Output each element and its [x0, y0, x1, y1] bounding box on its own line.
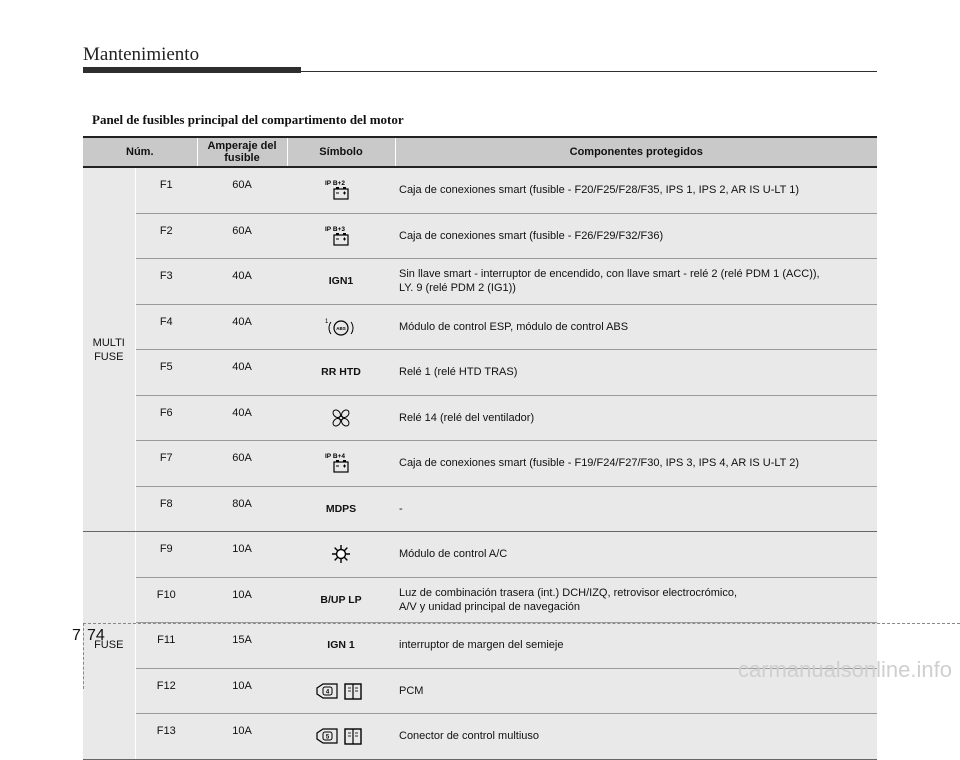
fuse-number: F10: [135, 577, 197, 623]
fuse-amperage: 15A: [197, 623, 287, 669]
protected-components: [395, 486, 877, 532]
fuse-amperage: 60A: [197, 441, 287, 487]
battery-label: IP B+3: [325, 225, 345, 233]
fuse-symbol: [287, 395, 395, 441]
protected-components: [395, 532, 877, 578]
fuse-number: F7: [135, 441, 197, 487]
abs-label: ABS: [336, 325, 346, 331]
component-line: PCM: [399, 684, 424, 697]
protected-components: [395, 304, 877, 350]
battery-icon: [321, 451, 361, 475]
fuse-amperage: 40A: [197, 395, 287, 441]
fuse-symbol: [287, 577, 395, 623]
header-rule: [301, 71, 877, 72]
fuse-amperage: 10A: [197, 714, 287, 760]
fuse-symbol: [287, 259, 395, 305]
header-bar: [83, 67, 301, 73]
fuse-amperage: 10A: [197, 532, 287, 578]
group-label: MULTI FUSE: [83, 167, 135, 532]
protected-components: [395, 167, 877, 213]
battery-icon: [321, 224, 361, 248]
group-label: FUSE: [83, 532, 135, 760]
component-line: Relé 14 (relé del ventilador): [399, 411, 535, 424]
protected-components: [395, 714, 877, 760]
component-line: -: [399, 502, 403, 515]
symbol-text: IGN1: [328, 275, 354, 288]
footer-rule: [83, 623, 960, 624]
fuse-number: F1: [135, 167, 197, 213]
symbol-text: B/UP LP: [320, 593, 362, 606]
page-chapter: 7: [72, 627, 81, 644]
table-row: [83, 167, 877, 213]
table-row: [83, 395, 877, 441]
connector-number: 4: [325, 689, 330, 696]
component-line: Sin llave smart - interruptor de encendido, con llave smart - relé 2 (relé PDM 1 (ACC)),: [399, 268, 820, 281]
component-line: Módulo de control ESP, módulo de control ABS: [399, 320, 629, 333]
abs-index: 1: [325, 318, 329, 325]
fuse-symbol: [287, 167, 395, 213]
symbol-text: RR HTD: [321, 366, 361, 379]
header-title: Mantenimiento: [83, 44, 200, 65]
fuse-number: F11: [135, 623, 197, 669]
fuse-number: F13: [135, 714, 197, 760]
fuse-amperage: 60A: [197, 213, 287, 259]
fuse-symbol: [287, 668, 395, 714]
table-header-row: [83, 137, 877, 167]
page-number: 74: [87, 627, 105, 644]
fuse-number: F12: [135, 668, 197, 714]
fuse-number: F6: [135, 395, 197, 441]
fuse-symbol: [287, 304, 395, 350]
fuse-number: F9: [135, 532, 197, 578]
component-line: interruptor de margen del semieje: [399, 639, 564, 652]
table-row: [83, 213, 877, 259]
table-row: [83, 350, 877, 396]
table-row: [83, 714, 877, 760]
protected-components: [395, 577, 877, 623]
col-header-symbol: Símbolo: [287, 137, 395, 167]
fuse-number: F8: [135, 486, 197, 532]
fuse-amperage: 60A: [197, 167, 287, 213]
col-header-amperage: Amperaje del fusible: [197, 137, 287, 167]
fan-icon: [328, 406, 354, 430]
footer-divider: [83, 623, 84, 689]
protected-components: [395, 441, 877, 487]
fuse-amperage: 40A: [197, 350, 287, 396]
fuse-symbol: [287, 714, 395, 760]
protected-components: [395, 350, 877, 396]
table-row: [83, 486, 877, 532]
fuse-symbol: [287, 486, 395, 532]
component-line: Conector de control multiuso: [399, 730, 540, 743]
abs-icon: [321, 315, 361, 339]
fuse-amperage: 80A: [197, 486, 287, 532]
section-title: Panel de fusibles principal del compartimento del motor: [92, 112, 404, 127]
watermark: carmanualsonline.info: [737, 657, 952, 682]
protected-components: [395, 259, 877, 305]
fuse-number: F5: [135, 350, 197, 396]
protected-components: [395, 213, 877, 259]
component-line: Módulo de control A/C: [399, 548, 508, 561]
fuse-symbol: [287, 350, 395, 396]
col-header-components: Componentes protegidos: [395, 137, 877, 167]
battery-label: IP B+4: [325, 453, 345, 461]
fuse-symbol: [287, 213, 395, 259]
component-line: Luz de combinación trasera (int.) DCH/IZQ, retrovisor electrocrómico,: [399, 586, 738, 599]
symbol-text: IGN 1: [327, 639, 355, 652]
fuse-amperage: 40A: [197, 304, 287, 350]
battery-icon: [321, 178, 361, 202]
component-line: Caja de conexiones smart (fusible - F20/F25/F28/F35, IPS 1, IPS 2, AR IS U-LT 1): [399, 184, 800, 197]
connector-book-icon: [313, 680, 369, 702]
fuse-symbol: [287, 623, 395, 669]
fuse-amperage: 10A: [197, 668, 287, 714]
connector-book-icon: [313, 725, 369, 747]
table-row: [83, 532, 877, 578]
table-row: [83, 259, 877, 305]
fuse-number: F4: [135, 304, 197, 350]
component-line: Relé 1 (relé HTD TRAS): [399, 366, 518, 379]
connector-number: 5: [325, 734, 330, 741]
table-row: [83, 577, 877, 623]
fuse-number: F3: [135, 259, 197, 305]
table-row: [83, 304, 877, 350]
fuse-amperage: 40A: [197, 259, 287, 305]
component-line: Caja de conexiones smart (fusible - F26/F29/F32/F36): [399, 229, 664, 242]
table-row: [83, 441, 877, 487]
snowflake-icon: [328, 542, 354, 566]
fuse-number: F2: [135, 213, 197, 259]
col-header-num: Núm.: [83, 137, 197, 167]
fuse-symbol: [287, 532, 395, 578]
symbol-text: MDPS: [325, 502, 357, 515]
battery-label: IP B+2: [325, 180, 345, 188]
fuse-symbol: [287, 441, 395, 487]
component-line: A/V y unidad principal de navegación: [399, 600, 581, 613]
component-line: Caja de conexiones smart (fusible - F19/F24/F27/F30, IPS 3, IPS 4, AR IS U-LT 2): [399, 457, 800, 470]
fuse-amperage: 10A: [197, 577, 287, 623]
protected-components: [395, 395, 877, 441]
component-line: LY. 9 (relé PDM 2 (IG1)): [399, 282, 516, 295]
